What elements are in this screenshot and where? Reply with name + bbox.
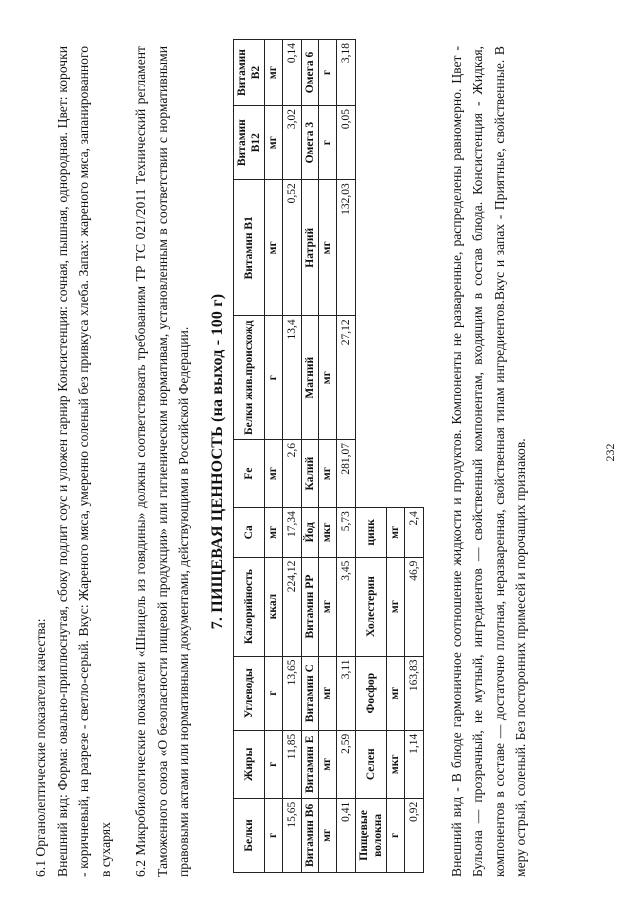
table-value-cell: 281,07 [336,440,355,508]
table-row-units-2 [318,40,336,873]
table-header-cell: Витамин PP [301,557,318,656]
table-value-cell: 3,02 [282,106,301,180]
final-description-text: Внешний вид - В блюде гармоничное соотношение жидкости и продуктов. Компоненты не разваренные, распределены равномерно. Цвет - Бульона — прозрачный, не мутный, ингредиентов — свойственный компонентам, входящим в состав блюда. Консистенция - Жидкая, компонентов в составе — достаточно плотная, неразваренная, свойственная типам ингредиентов.Вкус и запах - Приятные, свойственные. В меру острый, соленый. Без посторонних примесей и порочащих признаков. [448,46,528,877]
nutrition-heading: 7. ПИЩЕВАЯ ЦЕННОСТЬ (на выход - 100 г) [208,293,226,630]
document-content [30,43,532,877]
table-value-cell: 2,4 [404,508,423,557]
table-header-cell: Белки жив.происхожд [233,316,264,440]
nutrition-table [233,39,424,873]
table-unit-cell: мг [318,180,336,316]
table-unit-cell: мг [264,508,282,557]
table-unit-cell: мг [318,316,336,440]
page-number: 232 [603,443,617,462]
table-header-cell: цинк [355,508,386,557]
table-header-cell: Витамин B12 [233,106,264,180]
final-description-section [446,46,532,877]
organoleptic-section [30,46,116,877]
table-header-cell: Фосфор [355,656,386,730]
table-header-cell: Омега 3 [301,106,318,180]
table-unit-cell: мг [318,440,336,508]
table-value-cell: 13,65 [282,656,301,730]
table-unit-cell: ккал [264,557,282,656]
table-value-cell: 27,12 [336,316,355,440]
table-header-cell: Натрий [301,180,318,316]
table-header-cell: Йод [301,508,318,557]
table-value-cell: 0,41 [336,798,355,872]
table-unit-cell: мг [318,798,336,872]
table-unit-cell: мг [318,656,336,730]
table-header-cell: Углеводы [233,656,264,730]
table-unit-cell: мкг [318,508,336,557]
table-unit-cell: г [264,798,282,872]
table-header-cell: Витамин C [301,656,318,730]
table-value-cell: 2,6 [282,440,301,508]
table-row-headers-2 [301,40,318,873]
table-row-headers-1 [233,40,264,873]
table-value-cell: 15,65 [282,798,301,872]
table-value-cell: 3,45 [336,557,355,656]
table-unit-cell: г [264,656,282,730]
table-header-cell: Витамин B1 [233,180,264,316]
table-row-values-2 [336,40,355,873]
table-value-cell: 0,92 [404,798,423,872]
table-header-cell: Калорийность [233,557,264,656]
table-value-cell: 13,4 [282,316,301,440]
table-unit-cell: мг [264,440,282,508]
table-header-cell: Калий [301,440,318,508]
table-value-cell: 46,9 [404,557,423,656]
table-row-values-1 [282,40,301,873]
table-empty-area [355,40,386,508]
table-unit-cell: мг [264,106,282,180]
table-unit-cell: мг [264,180,282,316]
table-value-cell: 3,18 [336,40,355,106]
table-value-cell: 0,14 [282,40,301,106]
table-unit-cell: г [264,316,282,440]
table-header-cell: Ca [233,508,264,557]
table-row-units-1 [264,40,282,873]
table-unit-cell: г [318,40,336,106]
table-unit-cell: г [386,798,404,872]
table-header-cell: Пищевые волокна [355,798,386,872]
table-header-cell: Магний [301,316,318,440]
table-value-cell: 0,52 [282,180,301,316]
table-unit-cell: г [264,730,282,798]
table-value-cell: 2,59 [336,730,355,798]
table-empty-area [386,40,404,508]
microbiological-text: 6.2 Микробиологические показатели «Шницель из говядины» должны соответствовать требованиям ТР ТС 021/2011 Технический регламент Таможенного союза «О безопасности пищевой продукции» или гигиеническим нормативам, установленным в соответствии с нормативными правовыми актами или нормативными документами, действующими в Российской Федерации. [133,46,191,877]
table-value-cell: 132,03 [336,180,355,316]
table-unit-cell: мг [318,730,336,798]
table-unit-cell: мг [386,557,404,656]
table-header-cell: Витамин B2 [233,40,264,106]
table-unit-cell: г [318,106,336,180]
table-header-cell: Омега 6 [301,40,318,106]
table-value-cell: 5,73 [336,508,355,557]
microbiological-section [130,46,195,877]
table-header-cell: Fe [233,440,264,508]
table-row-values-3 [404,40,423,873]
organoleptic-heading: 6.1 Органолептические показатели качества: [33,618,48,877]
table-header-cell: Холестерин [355,557,386,656]
table-value-cell: 0,05 [336,106,355,180]
table-unit-cell: мкг [386,730,404,798]
table-header-cell: Витамин E [301,730,318,798]
table-value-cell: 17,34 [282,508,301,557]
table-empty-area [404,40,423,508]
table-header-cell: Белки [233,798,264,872]
table-header-cell: Витамин B6 [301,798,318,872]
table-value-cell: 163,83 [404,656,423,730]
table-header-cell: Жиры [233,730,264,798]
table-value-cell: 11,85 [282,730,301,798]
table-unit-cell: мг [318,557,336,656]
table-unit-cell: мг [264,40,282,106]
table-header-cell: Селен [355,730,386,798]
table-row-units-3 [386,40,404,873]
table-value-cell: 3,11 [336,656,355,730]
table-value-cell: 1,14 [404,730,423,798]
organoleptic-text: Внешний вид: Форма: овально-приплюснутая, сбоку подлит соус и уложен гарнир Консистенция: сочная, пышная, однородная. Цвет: корочки - коричневый, на разрезе - светло-серый. Вкус: Жареного мяса, умеренно соленый без привкуса хлеба. Запах: жареного мяса, запанированного в сухарях [54,46,113,877]
table-unit-cell: мг [386,656,404,730]
table-row-headers-3 [355,40,386,873]
table-value-cell: 224,12 [282,557,301,656]
table-unit-cell: мг [386,508,404,557]
